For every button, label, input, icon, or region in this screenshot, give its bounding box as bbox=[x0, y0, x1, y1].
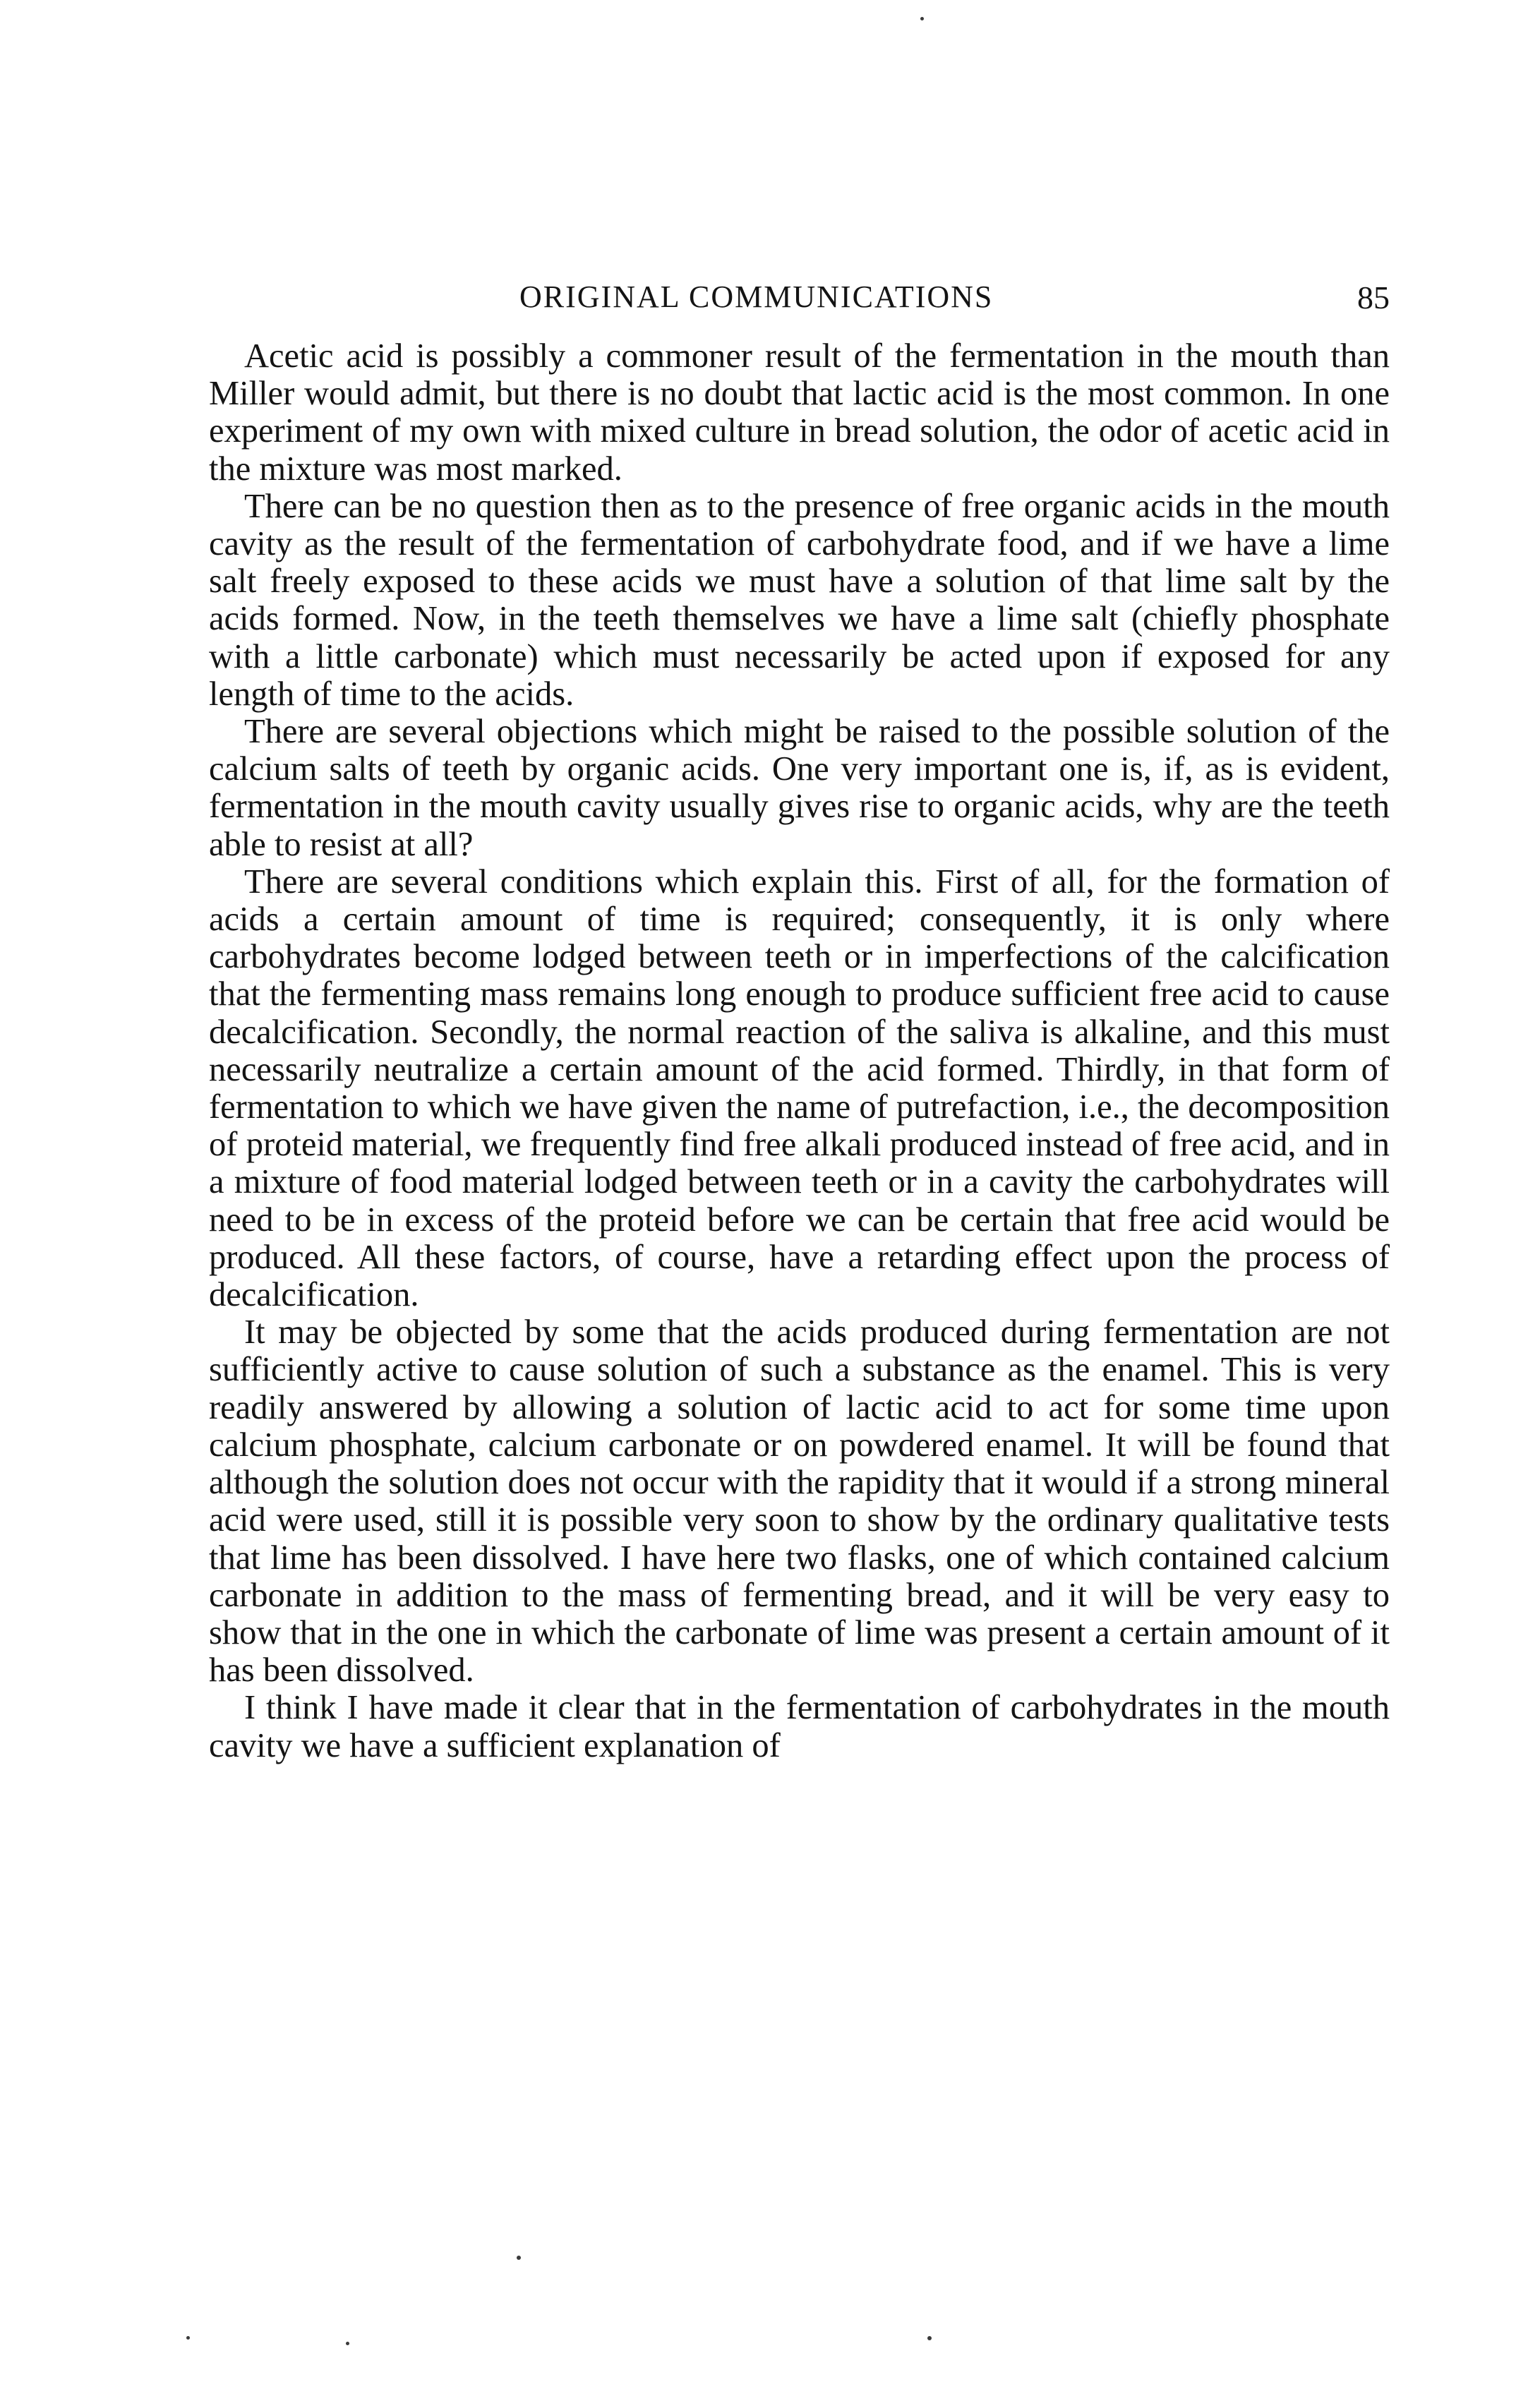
running-head bbox=[209, 279, 1390, 328]
scan-speck bbox=[517, 2256, 521, 2260]
paragraph-conclusion: I think I have made it clear that in the fermentation of carbohydrates in the mouth cavity we have a sufficient explanation of bbox=[209, 1689, 1390, 1764]
body-text bbox=[209, 337, 1390, 1764]
paragraph-conditions: There are several conditions which explain this. First of all, for the formation of acids a certain amount of time is required; consequently, it is only where carbohydrates become lodged between teeth or in imperfections of the calcification that the fermenting mass remains long enough to produce sufficient free acid to cause decalcification. Secondly, the normal reaction of the saliva is alkaline, and this must necessarily neutralize a certain amount of the acid formed. Thirdly, in that form of fermentation to which we have given the name of putrefaction, i.e., the decomposition of proteid material, we frequently find free alkali produced instead of free acid, and in a mixture of food material lodged between teeth or in a cavity the carbohydrates will need to be in excess of the proteid before we can be certain that free acid would be produced. All these factors, of course, have a retarding effect upon the process of decalcification. bbox=[209, 862, 1390, 1314]
scan-speck bbox=[927, 2336, 932, 2340]
scan-speck bbox=[186, 2336, 190, 2340]
paragraph-acetic-acid: Acetic acid is possibly a commoner result of the fermentation in the mouth than Miller would admit, but there is no doubt that lactic acid is the most common. In one experiment of my own with mixed culture in bread solution, the odor of acetic acid in the mixture was most marked. bbox=[209, 337, 1390, 488]
paragraph-objections: There are several objections which might be raised to the possible solution of the calcium salts of teeth by organic acids. One very important one is, if, as is evident, fermentation in the mouth cavity usually gives rise to organic acids, why are the teeth able to resist at all? bbox=[209, 713, 1390, 863]
paragraph-enamel-objection: It may be objected by some that the acids produced during fermentation are not sufficiently active to cause solution of such a substance as the enamel. This is very readily answered by allowing a solution of lactic acid to act for some time upon calcium phosphate, calcium carbonate or on powdered enamel. It will be found that although the solution does not occur with the rapidity that it would if a strong mineral acid were used, still it is possible very soon to show by the ordinary qualitative tests that lime has been dissolved. I have here two flasks, one of which contained calcium carbonate in addition to the mass of fermenting bread, and it will be very easy to show that in the one in which the carbonate of lime was present a certain amount of it has been dissolved. bbox=[209, 1313, 1390, 1690]
scan-speck bbox=[346, 2342, 349, 2345]
paragraph-free-organic-acids: There can be no question then as to the presence of free organic acids in the mouth cavity as the result of the fermentation of carbohydrate food, and if we have a lime salt freely exposed to these acids we must have a solution of that lime salt by the acids formed. Now, in the teeth themselves we have a lime salt (chiefly phosphate with a little carbonate) which must necessarily be acted upon if exposed for any length of time to the acids. bbox=[209, 487, 1390, 713]
running-title: ORIGINAL COMMUNICATIONS bbox=[519, 279, 994, 314]
scan-speck bbox=[920, 17, 924, 20]
page-number: 85 bbox=[1357, 279, 1390, 315]
